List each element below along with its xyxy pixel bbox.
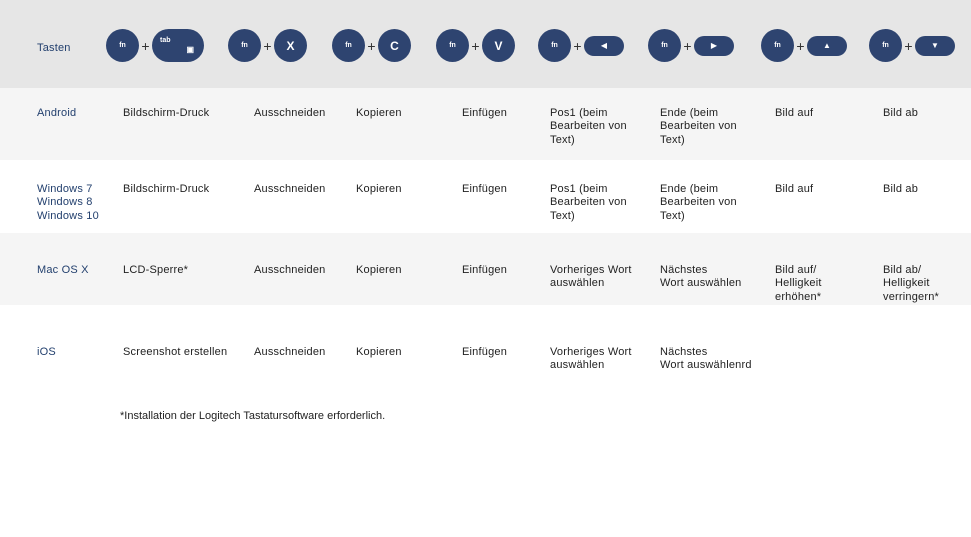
combo-paste <box>436 29 515 62</box>
table-row-macos <box>0 233 971 305</box>
table-cell: Nächstes Wort auswählen <box>660 264 742 290</box>
table-cell: LCD-Sperre* <box>123 264 189 276</box>
table-cell: Ausschneiden <box>254 107 326 119</box>
screenshot-icon: ▣ <box>186 45 194 54</box>
table-cell: Einfügen <box>462 264 508 276</box>
row-label: iOS <box>37 346 56 358</box>
fn-key: fn <box>869 29 902 62</box>
table-cell: Ende (beim Bearbeiten von Text) <box>660 107 737 146</box>
c-key: C <box>378 29 411 62</box>
table-row-ios <box>0 305 971 400</box>
plus-sign: + <box>367 37 376 54</box>
table-cell: Bild ab <box>883 183 919 195</box>
plus-sign: + <box>796 37 805 54</box>
table-cell: Ausschneiden <box>254 264 326 276</box>
tab-key-label: tab <box>160 37 171 44</box>
table-cell: Ausschneiden <box>254 183 326 195</box>
table-cell: Ende (beim Bearbeiten von Text) <box>660 183 737 222</box>
plus-sign: + <box>263 37 272 54</box>
combo-cut <box>228 29 307 62</box>
plus-sign: + <box>471 37 480 54</box>
left-arrow-icon: ◀ <box>584 36 624 56</box>
fn-key: fn <box>436 29 469 62</box>
v-key: V <box>482 29 515 62</box>
combo-copy <box>332 29 411 62</box>
combo-print <box>106 29 204 62</box>
table-cell: Bildschirm-Druck <box>123 183 210 195</box>
table-cell: Einfügen <box>462 107 508 119</box>
fn-key: fn <box>761 29 794 62</box>
row-label: Android <box>37 107 77 119</box>
fn-key: fn <box>228 29 261 62</box>
header-label: Tasten <box>37 42 71 54</box>
plus-sign: + <box>141 37 150 54</box>
table-cell: Bild auf/ Helligkeit erhöhen* <box>775 264 822 303</box>
table-cell: Kopieren <box>356 183 402 195</box>
fn-key: fn <box>332 29 365 62</box>
up-arrow-icon: ▲ <box>807 36 847 56</box>
table-cell: Kopieren <box>356 107 402 119</box>
table-cell: Bild ab/ Helligkeit verringern* <box>883 264 940 303</box>
right-arrow-icon: ▶ <box>694 36 734 56</box>
table-cell: Kopieren <box>356 264 402 276</box>
fn-key: fn <box>106 29 139 62</box>
table-cell: Nächstes Wort auswählenrd <box>660 346 752 372</box>
plus-sign: + <box>573 37 582 54</box>
table-cell: Bild ab <box>883 107 919 119</box>
tab-key <box>152 29 204 62</box>
table-cell: Bildschirm-Druck <box>123 107 210 119</box>
table-cell: Ausschneiden <box>254 346 326 358</box>
table-cell: Pos1 (beim Bearbeiten von Text) <box>550 107 627 146</box>
plus-sign: + <box>904 37 913 54</box>
table-cell: Einfügen <box>462 346 508 358</box>
plus-sign: + <box>683 37 692 54</box>
fn-key: fn <box>538 29 571 62</box>
table-cell: Screenshot erstellen <box>123 346 228 358</box>
combo-home <box>538 29 624 62</box>
table-row-windows <box>0 160 971 233</box>
footnote: *Installation der Logitech Tastatursoftware erforderlich. <box>120 410 386 422</box>
row-label: Windows 7 Windows 8 Windows 10 <box>37 183 99 222</box>
fn-key: fn <box>648 29 681 62</box>
table-cell: Bild auf <box>775 183 814 195</box>
table-row-android <box>0 88 971 160</box>
table-cell: Kopieren <box>356 346 402 358</box>
row-label: Mac OS X <box>37 264 89 276</box>
table-cell: Vorheriges Wort auswählen <box>550 346 632 372</box>
x-key: X <box>274 29 307 62</box>
table-cell: Vorheriges Wort auswählen <box>550 264 632 290</box>
table-cell: Bild auf <box>775 107 814 119</box>
table-cell: Pos1 (beim Bearbeiten von Text) <box>550 183 627 222</box>
down-arrow-icon: ▼ <box>915 36 955 56</box>
combo-end <box>648 29 734 62</box>
combo-page-up <box>761 29 847 62</box>
combo-page-down <box>869 29 955 62</box>
header-row <box>0 0 971 88</box>
table-cell: Einfügen <box>462 183 508 195</box>
